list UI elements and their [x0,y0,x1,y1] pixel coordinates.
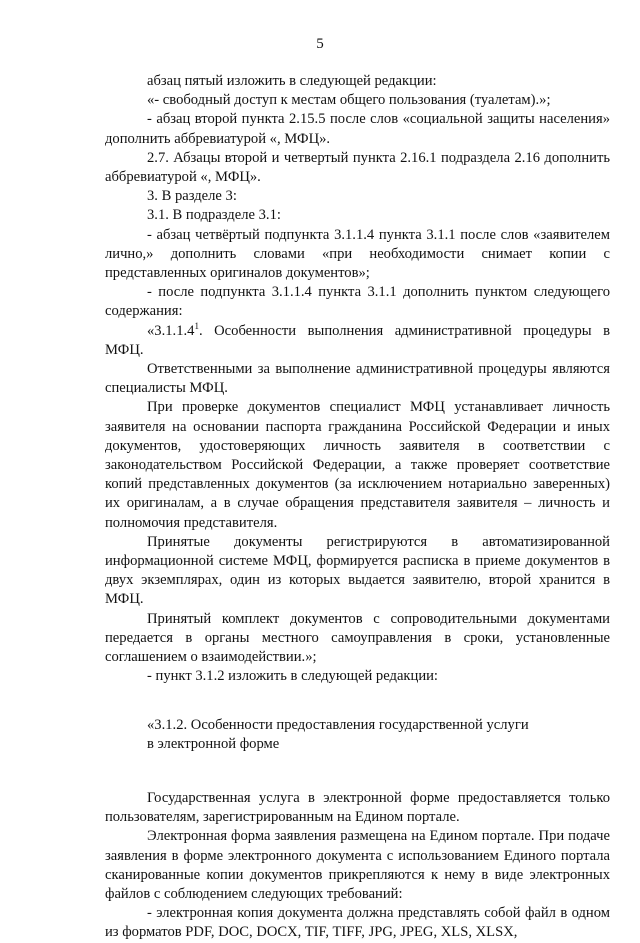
paragraph: 3.1. В подразделе 3.1: [147,207,281,224]
paragraph: Принятый комплект документов с сопроводительными документами передается в органы местного самоуправления в сроки, установленные соглашением о взаимодействии.»; [105,610,610,666]
paragraph: Ответственными за выполнение административной процедуры являются специалисты МФЦ. [105,361,610,397]
subsection-number: «3.1.1.4 [147,322,195,339]
paragraph: Электронная форма заявления размещена на Едином портале. При подаче заявления в форме электронного документа с использованием Единого портала сканированные копии документов прикрепляются к нему в виде электронных файлов с соблюдением следующих требований: [105,828,610,902]
heading-line-1: «3.1.2. Особенности предоставления государственной услуги [147,716,529,733]
page-number: 5 [316,36,324,52]
paragraph: Государственная услуга в электронной форме предоставляется только пользователям, зарегистрированным на Едином портале. [105,789,610,826]
section-heading [105,716,610,754]
subsection-title-text: . Особенности выполнения административной процедуры в МФЦ. [105,322,610,358]
paragraph: 2.7. Абзацы второй и четвертый пункта 2.16.1 подраздела 2.16 дополнить аббревиатурой «, МФЦ». [105,149,610,186]
paragraph: абзац пятый изложить в следующей редакции: [147,73,437,89]
paragraph: Принятые документы регистрируются в автоматизированной информационной системе МФЦ, формируется расписка в приеме документов в двух экземплярах, один из которых выдается заявителю, второй хранится в МФЦ. [105,533,610,608]
heading-line-2: в электронной форме [147,735,280,752]
paragraph: 3. В разделе 3: [147,188,237,205]
paragraph: - абзац второй пункта 2.15.5 после слов «социальной защиты населения» дополнить аббревиатурой «, МФЦ». [105,111,610,147]
paragraph: - пункт 3.1.2 изложить в следующей редакции: [147,668,438,685]
paragraph: - абзац четвёртый подпункта 3.1.1.4 пункта 3.1.1 после слов «заявителем лично,» дополнить словами «при необходимости снимает копии с представленных оригиналов документов»; [105,226,610,282]
document-body [105,72,610,943]
paragraph: «- свободный доступ к местам общего пользования (туалетам).»; [147,92,551,109]
paragraph: - после подпункта 3.1.1.4 пункта 3.1.1 дополнить пунктом следующего содержания: [105,284,610,320]
subsection-superscript: 1 [194,320,199,331]
paragraph: - электронная копия документа должна представлять собой файл в одном из форматов PDF, DOC, DOCX, TIF, TIFF, JPG, JPEG, XLS, XLSX, [105,905,610,941]
paragraph: При проверке документов специалист МФЦ устанавливает личность заявителя на основании паспорта гражданина Российской Федерации и иных документов, удостоверяющих личность заявителя в соответствии с законодательством Российской Федерации, а также проверяет соответствие копий представленных документов (за исключением нотариально заверенных) их оригиналам, а в случае обращения представителя заявителя – личность и полномочия представителя. [105,399,610,531]
subsection-title [105,322,610,360]
